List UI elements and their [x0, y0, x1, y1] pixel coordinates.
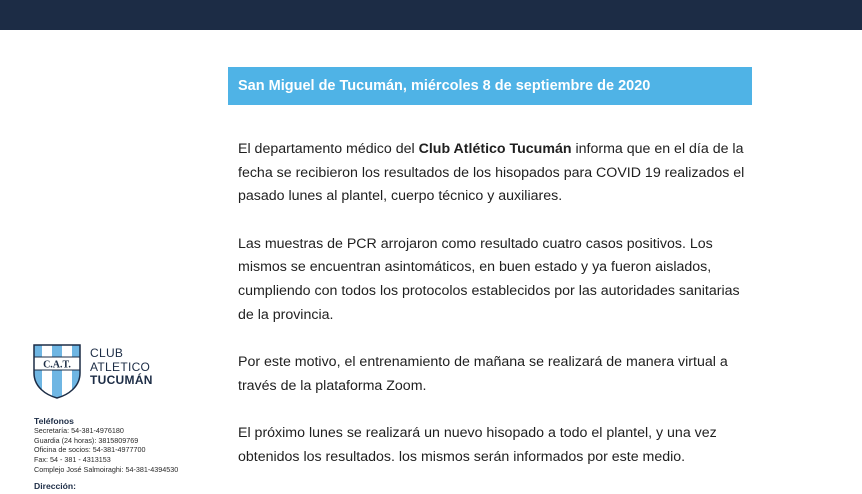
phone-line: Secretaría: 54-381-4976180 — [34, 426, 124, 435]
paragraph-1-start: El departamento médico del — [238, 141, 419, 157]
phone-line: Fax: 54 - 381 - 4313153 — [34, 455, 111, 465]
shield-initials: C.A.T. — [43, 359, 71, 371]
wordmark-line-3: TUCUMÁN — [90, 373, 153, 387]
paragraph-3: Por este motivo, el entrenamiento de mañana se realizará de manera virtual a través de la plataforma Zoom. — [238, 354, 728, 394]
phone-line: Guardia (24 horas): 3815809769 — [34, 435, 139, 445]
date-text: San Miguel de Tucumán, miércoles 8 de septiembre de 2020 — [238, 78, 651, 94]
top-header-bar — [0, 0, 862, 30]
paragraph-1 — [238, 138, 758, 209]
club-wordmark — [90, 347, 153, 388]
phone-line: Oficina de socios: 54-381-4977700 — [34, 445, 146, 455]
paragraph-2: Las muestras de PCR arrojaron como resultado cuatro casos positivos. Los mismos se encuentran asintomáticos, en buen estado y ya fueron aislados, cumpliendo con todos los protocolos establecidos por las autoridades sanitarias de la provincia. — [238, 235, 740, 323]
press-release-body — [238, 138, 758, 494]
date-banner — [228, 67, 752, 105]
wordmark-line-2: ATLETICO — [90, 359, 151, 374]
paragraph-4: El próximo lunes se realizará un nuevo hisopado a todo el plantel, y una vez obtenidos los resultados. los mismos serán informados por este medio. — [238, 425, 717, 465]
club-shield-logo — [32, 343, 82, 399]
paragraph-1-end: informa que en el día de la fecha se recibieron los resultados de los hisopados para COVID 19 realizados el pasado lunes al plantel, cuerpo técnico y auxiliares. — [238, 141, 745, 205]
contact-block — [34, 416, 234, 491]
phones-heading: Teléfonos — [34, 416, 74, 426]
phone-line: Complejo José Salmoiraghi: 54-381-4394530 — [34, 464, 179, 474]
club-name-emphasis: Club Atlético Tucumán — [418, 141, 572, 157]
address-heading: Dirección: — [34, 480, 77, 491]
wordmark-line-1: CLUB — [90, 346, 124, 360]
